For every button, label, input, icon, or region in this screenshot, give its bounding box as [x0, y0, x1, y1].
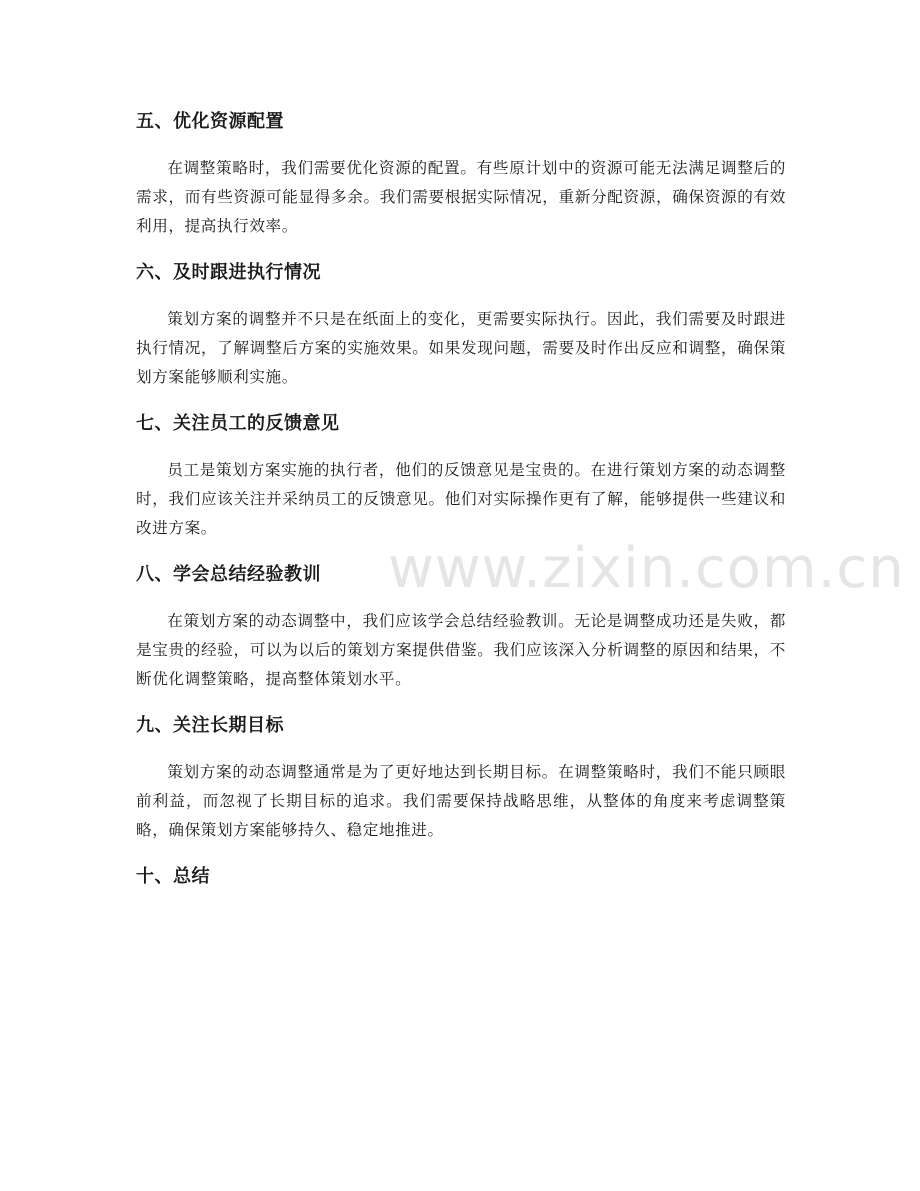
section-heading: 五、优化资源配置 [136, 111, 284, 132]
watermark: www.zixin.com.cn [388, 536, 905, 601]
section-heading: 九、关注长期目标 [136, 715, 284, 736]
section-heading: 六、及时跟进执行情况 [136, 262, 321, 283]
section-9 [136, 704, 786, 845]
section-heading: 七、关注员工的反馈意见 [136, 413, 340, 434]
section-heading: 八、学会总结经验教训 [136, 564, 321, 585]
section-paragraph: 员工是策划方案实施的执行者，他们的反馈意见是宝贵的。在进行策划方案的动态调整时，我们应该关注并采纳员工的反馈意见。他们对实际操作更有了解，能够提供一些建议和改进方案。 [136, 461, 786, 537]
document-body [136, 100, 786, 909]
section-paragraph: 在调整策略时，我们需要优化资源的配置。有些原计划中的资源可能无法满足调整后的需求，而有些资源可能显得多余。我们需要根据实际情况，重新分配资源，确保资源的有效利用，提高执行效率。 [136, 159, 786, 235]
section-5 [136, 100, 786, 241]
section-6 [136, 251, 786, 392]
section-heading: 十、总结 [136, 866, 210, 887]
section-paragraph: 策划方案的动态调整通常是为了更好地达到长期目标。在调整策略时，我们不能只顾眼前利益，而忽视了长期目标的追求。我们需要保持战略思维，从整体的角度来考虑调整策略，确保策划方案能够持久、稳定地推进。 [136, 763, 786, 839]
section-paragraph: 策划方案的调整并不只是在纸面上的变化，更需要实际执行。因此，我们需要及时跟进执行情况，了解调整后方案的实施效果。如果发现问题，需要及时作出反应和调整，确保策划方案能够顺利实施。 [136, 310, 786, 386]
section-10 [136, 855, 786, 899]
section-8 [136, 553, 786, 694]
section-paragraph: 在策划方案的动态调整中，我们应该学会总结经验教训。无论是调整成功还是失败，都是宝贵的经验，可以为以后的策划方案提供借鉴。我们应该深入分析调整的原因和结果，不断优化调整策略，提高整体策划水平。 [136, 612, 786, 688]
section-7 [136, 402, 786, 543]
